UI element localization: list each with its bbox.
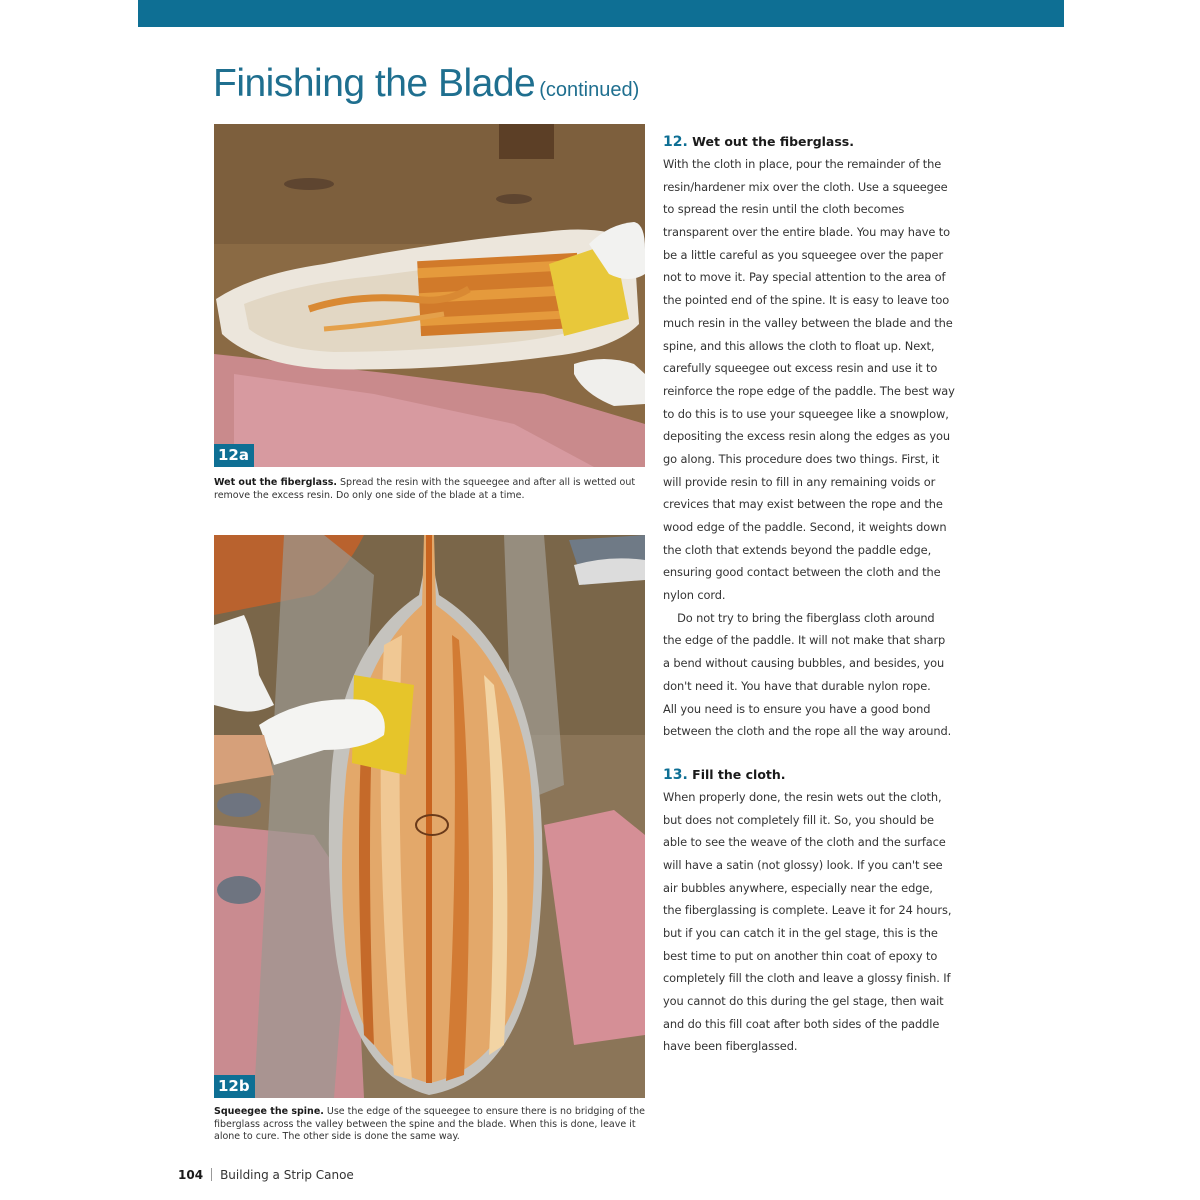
heading-main: Finishing the Blade xyxy=(213,62,536,105)
caption-12a-bold: Wet out the fiberglass. xyxy=(214,477,337,488)
photo-12b-image xyxy=(214,535,645,1098)
paragraph-line: to spread the resin until the cloth becomes xyxy=(663,202,905,217)
paragraph-line: the edge of the paddle. It will not make that sharp xyxy=(663,633,946,648)
paragraph-line: between the cloth and the rope all the way around. xyxy=(663,724,952,739)
paragraph-line: ensuring good contact between the cloth and the xyxy=(663,565,941,580)
paragraph-line: When properly done, the resin wets out the cloth, xyxy=(663,789,942,804)
paragraph-line: a bend without causing bubbles, and besides, you xyxy=(663,656,945,671)
photo-tag-12a: 12a xyxy=(214,444,254,467)
caption-12a-text: Spread the resin with the squeegee and after all is wetted out remove the excess resin. Do only one side of the blade at a time. xyxy=(214,477,636,501)
paragraph-line: you cannot do this during the gel stage, then wait xyxy=(663,994,944,1009)
top-color-bar xyxy=(138,0,1064,27)
heading-continued: (continued) xyxy=(539,79,640,101)
paragraph-line: best time to put on another thin coat of epoxy to xyxy=(663,948,938,963)
page-heading xyxy=(213,62,639,106)
paragraph-line: spine, and this allows the cloth to float up. Next, xyxy=(663,338,935,353)
paragraph-line: but if you can catch it in the gel stage, this is the xyxy=(663,926,938,940)
paragraph-line: air bubbles anywhere, especially near the edge, xyxy=(663,880,933,895)
caption-12b xyxy=(214,1106,645,1144)
step-13-heading xyxy=(663,764,983,786)
book-title: Building a Strip Canoe xyxy=(220,1168,354,1182)
photo-tag-12b: 12b xyxy=(214,1075,255,1098)
paragraph-line: the pointed end of the spine. It is easy to leave too xyxy=(663,293,950,308)
paragraph-line: reinforce the rope edge of the paddle. The best way xyxy=(663,383,955,398)
footer-divider xyxy=(211,1168,212,1181)
paragraph-line: don't need it. You have that durable nylon rope. xyxy=(663,678,931,693)
paragraph-line: able to see the weave of the cloth and the surface xyxy=(663,835,946,850)
step-12-title: Wet out the fiberglass. xyxy=(692,134,854,149)
step-13-body xyxy=(663,786,983,1058)
step-12-body xyxy=(663,153,983,743)
paragraph-line: crevices that may exist between the rope and the xyxy=(663,497,943,512)
step-13-title: Fill the cloth. xyxy=(692,766,786,782)
paragraph-line: carefully squeegee out excess resin and use it to xyxy=(663,361,938,376)
paragraph-line: go along. This procedure does two things. First, it xyxy=(663,451,940,466)
paragraph-line: and do this fill coat after both sides of the paddle xyxy=(663,1016,940,1031)
photo-12a xyxy=(214,124,645,467)
photo-12a-image xyxy=(214,124,645,467)
paragraph-line: to do this is to use your squeegee like a snowplow, xyxy=(663,406,949,421)
paragraph-line: will provide resin to fill in any remaining voids or xyxy=(663,474,936,489)
step-12-heading xyxy=(663,131,983,153)
caption-12a xyxy=(214,477,645,502)
paragraph-line: the cloth that extends beyond the paddle edge, xyxy=(663,542,932,557)
paragraph-line: not to move it. Pay special attention to the area of xyxy=(663,270,946,285)
step-13-number: 13. xyxy=(663,766,688,783)
paragraph-line: transparent over the entire blade. You may have to xyxy=(663,225,951,240)
paragraph-line: but does not completely fill it. So, you should be xyxy=(663,812,934,827)
paragraph-line: much resin in the valley between the blade and the xyxy=(663,315,953,330)
paragraph-line: be a little careful as you squeegee over the paper xyxy=(663,247,944,262)
step-12-number: 12. xyxy=(663,134,688,150)
page-footer xyxy=(178,1168,354,1182)
page-number: 104 xyxy=(178,1168,204,1182)
paragraph-line: completely fill the cloth and leave a glossy finish. If xyxy=(663,971,951,986)
paragraph-line: the fiberglassing is complete. Leave it for 24 hours, xyxy=(663,903,952,918)
paragraph-line: have been fiberglassed. xyxy=(663,1039,798,1054)
paragraph-line: Do not try to bring the fiberglass cloth around xyxy=(663,610,935,625)
paragraph-line: nylon cord. xyxy=(663,588,726,603)
caption-12b-text: Use the edge of the squeegee to ensure there is no bridging of the fiberglass across the valley between the spine and the blade. When this is done, leave it alone to cure. The other side is done the same way. xyxy=(214,1106,645,1142)
paragraph-line: resin/hardener mix over the cloth. Use a squeegee xyxy=(663,179,948,194)
caption-12b-bold: Squeegee the spine. xyxy=(214,1106,324,1117)
body-text-column xyxy=(663,131,983,1058)
paragraph-line: With the cloth in place, pour the remainder of the xyxy=(663,157,942,171)
paragraph-line: will have a satin (not glossy) look. If you can't see xyxy=(663,857,943,872)
paragraph-line: All you need is to ensure you have a good bond xyxy=(663,701,931,716)
section-gap xyxy=(663,743,983,764)
paragraph-line: depositing the excess resin along the edges as you xyxy=(663,429,951,444)
photo-12b xyxy=(214,535,645,1098)
paragraph-line: wood edge of the paddle. Second, it weights down xyxy=(663,520,947,534)
